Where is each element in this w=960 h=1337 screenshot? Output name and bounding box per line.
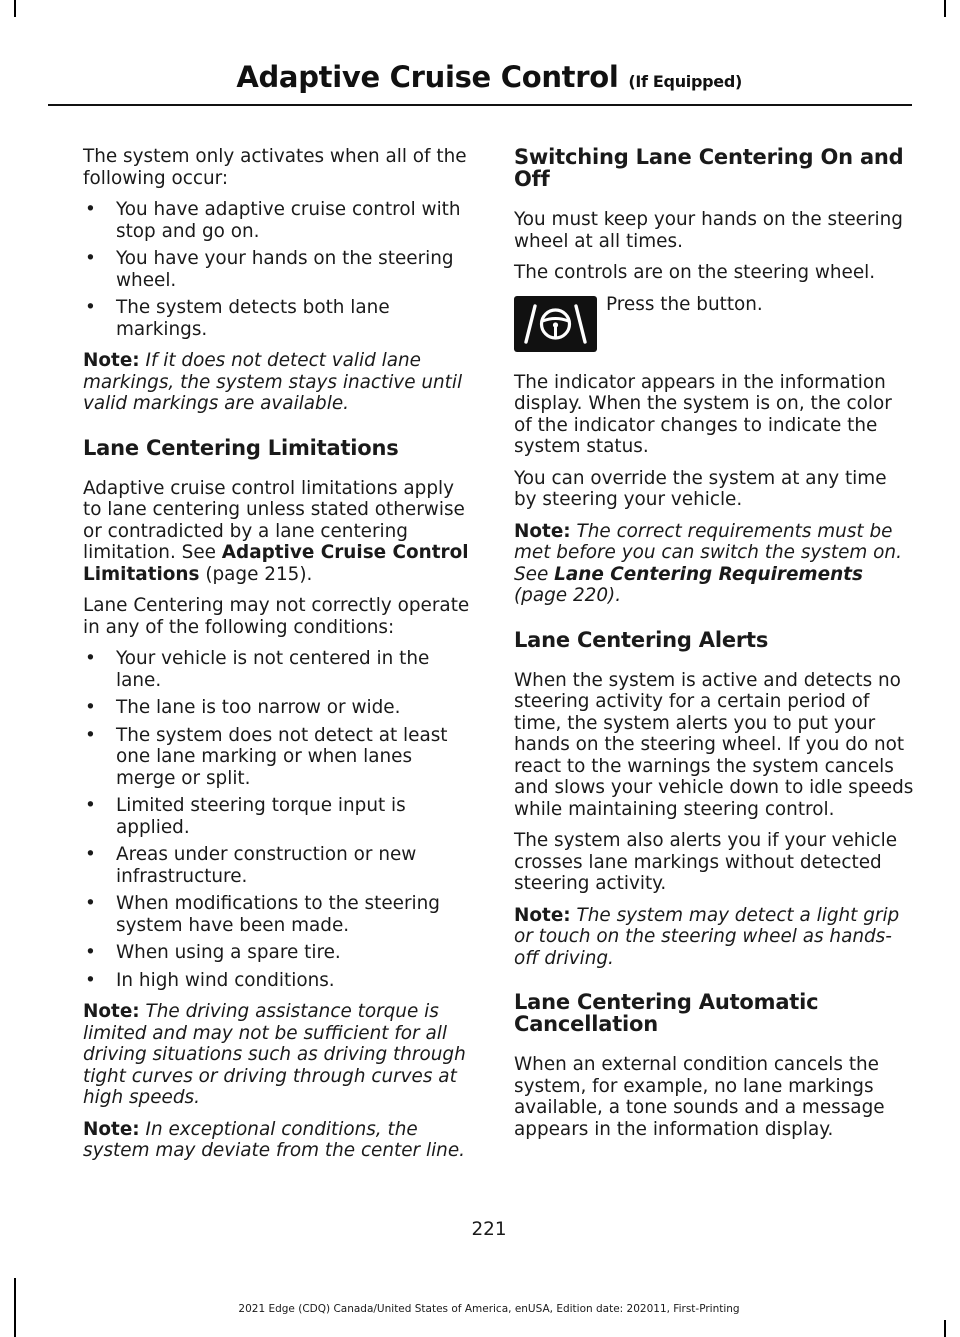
heading-automatic-cancellation: Lane Centering Automatic Cancellation: [514, 990, 819, 1036]
list-item: • Areas under construction or new infrastructure.: [85, 844, 417, 887]
header-rule: [48, 104, 912, 106]
heading-switching-lane-centering: Switching Lane Centering On and Off: [514, 145, 904, 191]
right-column: [514, 146, 914, 1150]
heading-lane-centering-limitations: Lane Centering Limitations: [83, 435, 399, 460]
list-item: • Your vehicle is not centered in the lane.: [85, 648, 430, 691]
note-light-grip: Note: The system may detect a light grip or touch on the steering wheel as hands-off driving.: [514, 904, 900, 969]
indicator-paragraph: The indicator appears in the information display. When the system is on, the color of the indicator changes to indicate the system status.: [514, 371, 892, 457]
note-deviation: Note: In exceptional conditions, the system may deviate from the center line.: [83, 1118, 465, 1161]
list-item: • When using a spare tire.: [85, 942, 341, 963]
override-paragraph: You can override the system at any time by steering your vehicle.: [514, 467, 887, 510]
alerts-paragraph-1: When the system is active and detects no steering activity for a certain period of time, the system alerts you to put your hands on the steering wheel. If you do not react to the warnings the system cancels and slows your vehicle down to idle speeds while maintaining steering control.: [514, 669, 914, 820]
list-item: • You have adaptive cruise control with stop and go on.: [85, 199, 461, 242]
list-item: • You have your hands on the steering wheel.: [85, 248, 454, 291]
list-item: • In high wind conditions.: [85, 969, 335, 991]
conditions-intro: Lane Centering may not correctly operate in any of the following conditions:: [83, 595, 470, 638]
lane-centering-steering-wheel-icon: [514, 296, 597, 352]
crop-mark-top-right: [944, 0, 946, 17]
list-item: • The system detects both lane markings.: [85, 297, 390, 340]
heading-lane-centering-alerts: Lane Centering Alerts: [514, 627, 769, 652]
page-title-subtitle: (If Equipped): [628, 72, 742, 91]
note-invalid-markings: Note: If it does not detect valid lane markings, the system stays inactive until valid markings are available.: [83, 350, 463, 414]
page-number: 221: [471, 1219, 507, 1240]
activation-list: [83, 199, 477, 340]
list-item: • Limited steering torque input is applied.: [85, 795, 406, 838]
auto-cancel-paragraph: When an external condition cancels the system, for example, no lane markings available, a tone sounds and a message appears in the information display.: [514, 1054, 885, 1140]
alerts-paragraph-2: The system also alerts you if your vehicle crosses lane markings without detected steering activity.: [514, 830, 898, 894]
note-torque: Note: The driving assistance torque is limited and may not be sufficient for all driving situations such as driving through tight curves or driving through curves at high speeds.: [83, 1001, 466, 1108]
page-title: [236, 60, 742, 94]
crop-mark-top-left: [14, 0, 16, 17]
hands-paragraph: You must keep your hands on the steering wheel at all times.: [514, 209, 903, 252]
button-instruction: [514, 293, 914, 352]
press-button-text: Press the button.: [606, 293, 763, 315]
intro-paragraph: The system only activates when all of the following occur:: [83, 146, 467, 189]
cross-reference-link[interactable]: Lane Centering Requirements: [554, 563, 863, 585]
list-item: • When modifications to the steering system have been made.: [85, 893, 440, 936]
note-requirements: Note: The correct requirements must be met before you can switch the system on. See Lane Centering Requirements (page 220).: [514, 520, 902, 606]
page-title-main: Adaptive Cruise Control: [236, 60, 619, 94]
crop-mark-bottom-right: [944, 1320, 946, 1337]
conditions-list: [83, 648, 477, 991]
cross-reference-link[interactable]: Adaptive Cruise Control Limitations: [83, 542, 469, 585]
left-column: [83, 146, 477, 1172]
list-item: • The lane is too narrow or wide.: [85, 697, 401, 718]
list-item: • The system does not detect at least one lane marking or when lanes merge or split.: [85, 724, 448, 789]
limitations-paragraph: Adaptive cruise control limitations apply to lane centering unless stated otherwise or contradicted by a lane centering limitation. See Adaptive Cruise Control Limitations (page 215).: [83, 477, 469, 585]
controls-paragraph: The controls are on the steering wheel.: [514, 262, 876, 283]
footer-edition-info: 2021 Edge (CDQ) Canada/United States of America, enUSA, Edition date: 202011, First-Printing: [238, 1303, 740, 1315]
